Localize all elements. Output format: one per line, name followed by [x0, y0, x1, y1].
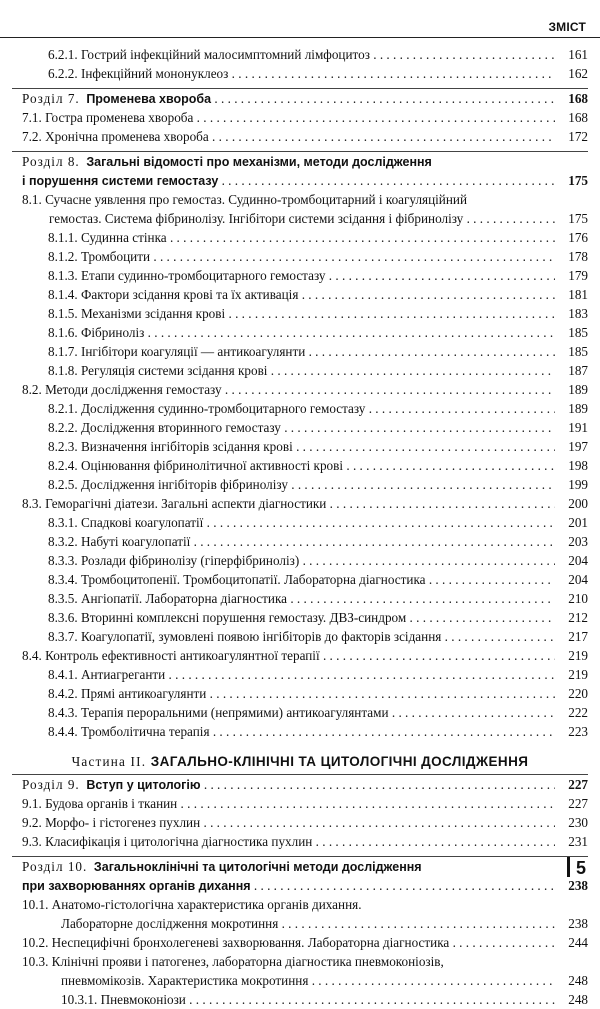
header-rule [0, 37, 600, 38]
toc-entry-10-3-line2[interactable]: пневмомікозів. Характеристика мокротиння . . . 248 [0, 971, 600, 990]
toc-entry-8-2-5[interactable]: 8.2.5. Дослідження інгібіторів фібринолізу . . . 199 [0, 475, 600, 494]
toc-entry-8-4-4[interactable]: 8.4.4. Тромболітична терапія . . . 223 [0, 722, 600, 741]
toc-entry-9-1[interactable]: 9.1. Будова органів і тканин . . . 227 [0, 794, 600, 813]
toc-entry-8-3-7[interactable]: 8.3.7. Коагулопатії, зумовлені появою інгібіторів до факторів зсідання . . . 217 [0, 627, 600, 646]
toc-section-10-line1[interactable]: Розділ 10. Загальноклінічні та цитологічні методи дослідження [22, 859, 422, 874]
toc-entry-8-2[interactable]: 8.2. Методи дослідження гемостазу . . . 189 [0, 380, 600, 399]
toc-entry-7-1[interactable]: 7.1. Гостра променева хвороба . . . 168 [0, 108, 600, 127]
toc-entry-8-1-line2[interactable]: гемостаз. Система фібринолізу. Інгібітори системи зсідання і фібринолізу . . . 175 [0, 209, 600, 228]
toc-entry-8-1-5[interactable]: 8.1.5. Механізми зсідання крові . . . 183 [0, 304, 600, 323]
toc-entry-8-3-5[interactable]: 8.3.5. Ангіопатії. Лабораторна діагностика . . . 210 [0, 589, 600, 608]
toc-section-9[interactable]: Розділ 9. Вступ у цитологію . . . 227 [0, 775, 600, 794]
toc-entry-8-2-3[interactable]: 8.2.3. Визначення інгібіторів зсідання крові . . . 197 [0, 437, 600, 456]
toc-entry-8-2-4[interactable]: 8.2.4. Оцінювання фібринолітичної активності крові . . . 198 [0, 456, 600, 475]
toc-entry-8-3-6[interactable]: 8.3.6. Вторинні комплексні порушення гемостазу. ДВЗ-синдром . . . 212 [0, 608, 600, 627]
toc-entry-8-1-3[interactable]: 8.1.3. Етапи судинно-тромбоцитарного гемостазу . . . 179 [0, 266, 600, 285]
toc-entry-8-1-8[interactable]: 8.1.8. Регуляція системи зсідання крові . . . 187 [0, 361, 600, 380]
toc-entry-8-1-line1[interactable]: 8.1. Сучасне уявлення про гемостаз. Судинно-тромбоцитарний і коагуляційний [22, 192, 468, 207]
table-of-contents [0, 45, 600, 1009]
toc-entry-10-2[interactable]: 10.2. Неспецифічні бронхолегеневі захворювання. Лабораторна діагностика . . . 244 [0, 933, 600, 952]
toc-entry-8-4[interactable]: 8.4. Контроль ефективності антикоагулянтної терапії . . . 219 [0, 646, 600, 665]
toc-entry-8-3[interactable]: 8.3. Геморагічні діатези. Загальні аспекти діагностики . . . 200 [0, 494, 600, 513]
toc-entry-10-3-line1[interactable]: 10.3. Клінічні прояви і патогенез, лабораторна діагностика пневмоконіозів, [22, 954, 444, 969]
toc-entry-8-1-7[interactable]: 8.1.7. Інгібітори коагуляції — антикоагулянти . . . 185 [0, 342, 600, 361]
toc-entry-9-3[interactable]: 9.3. Класифікація і цитологічна діагностика пухлин . . . 231 [0, 832, 600, 851]
toc-section-8-line1[interactable]: Розділ 8. Загальні відомості про механізми, методи дослідження [22, 154, 432, 169]
toc-section-7[interactable]: Розділ 7. Променева хвороба . . . 168 [0, 89, 600, 108]
page-number: 5 [567, 857, 586, 879]
toc-entry-8-2-2[interactable]: 8.2.2. Дослідження вторинного гемостазу . . . 191 [0, 418, 600, 437]
toc-entry-9-2[interactable]: 9.2. Морфо- і гістогенез пухлин . . . 230 [0, 813, 600, 832]
toc-entry-8-4-3[interactable]: 8.4.3. Терапія пероральними (непрямими) антикоагулянтами . . . 222 [0, 703, 600, 722]
toc-entry-6-2-1[interactable]: 6.2.1. Гострий інфекційний малосимптомний лімфоцитоз . . . 161 [0, 45, 600, 64]
toc-entry-8-3-2[interactable]: 8.3.2. Набуті коагулопатії . . . 203 [0, 532, 600, 551]
toc-entry-10-3-1[interactable]: 10.3.1. Пневмоконіози . . . 248 [0, 990, 600, 1009]
toc-entry-8-1-6[interactable]: 8.1.6. Фібриноліз . . . 185 [0, 323, 600, 342]
toc-entry-8-1-1[interactable]: 8.1.1. Судинна стінка . . . 176 [0, 228, 600, 247]
toc-entry-6-2-2[interactable]: 6.2.2. Інфекційний мононуклеоз . . . 162 [0, 64, 600, 83]
toc-entry-7-2[interactable]: 7.2. Хронічна променева хвороба . . . 172 [0, 127, 600, 146]
toc-entry-10-1-line2[interactable]: Лабораторне дослідження мокротиння . . . 238 [0, 914, 600, 933]
page-number-bar [567, 857, 570, 877]
toc-entry-10-1-line1[interactable]: 10.1. Анатомо-гістологічна характеристика органів дихання. [22, 897, 362, 912]
part-heading: Частина II. ЗАГАЛЬНО-КЛІНІЧНІ ТА ЦИТОЛОГІЧНІ ДОСЛІДЖЕННЯ [71, 754, 529, 769]
toc-entry-8-1-4[interactable]: 8.1.4. Фактори зсідання крові та їх активація . . . 181 [0, 285, 600, 304]
toc-entry-8-3-4[interactable]: 8.3.4. Тромбоцитопенії. Тромбоцитопатії. Лабораторна діагностика . . . 204 [0, 570, 600, 589]
running-header: ЗМІСТ [548, 20, 586, 34]
toc-section-10-line2[interactable]: при захворюваннях органів дихання . . . 238 [0, 876, 600, 895]
toc-entry-8-3-3[interactable]: 8.3.3. Розлади фібринолізу (гіперфібриноліз) . . . 204 [0, 551, 600, 570]
toc-entry-8-4-2[interactable]: 8.4.2. Прямі антикоагулянти . . . 220 [0, 684, 600, 703]
toc-entry-8-1-2[interactable]: 8.1.2. Тромбоцити . . . 178 [0, 247, 600, 266]
toc-entry-8-4-1[interactable]: 8.4.1. Антиагреганти . . . 219 [0, 665, 600, 684]
toc-entry-8-3-1[interactable]: 8.3.1. Спадкові коагулопатії . . . 201 [0, 513, 600, 532]
toc-section-8-line2[interactable]: і порушення системи гемостазу . . . 175 [0, 171, 600, 190]
toc-entry-8-2-1[interactable]: 8.2.1. Дослідження судинно-тромбоцитарного гемостазу . . . 189 [0, 399, 600, 418]
